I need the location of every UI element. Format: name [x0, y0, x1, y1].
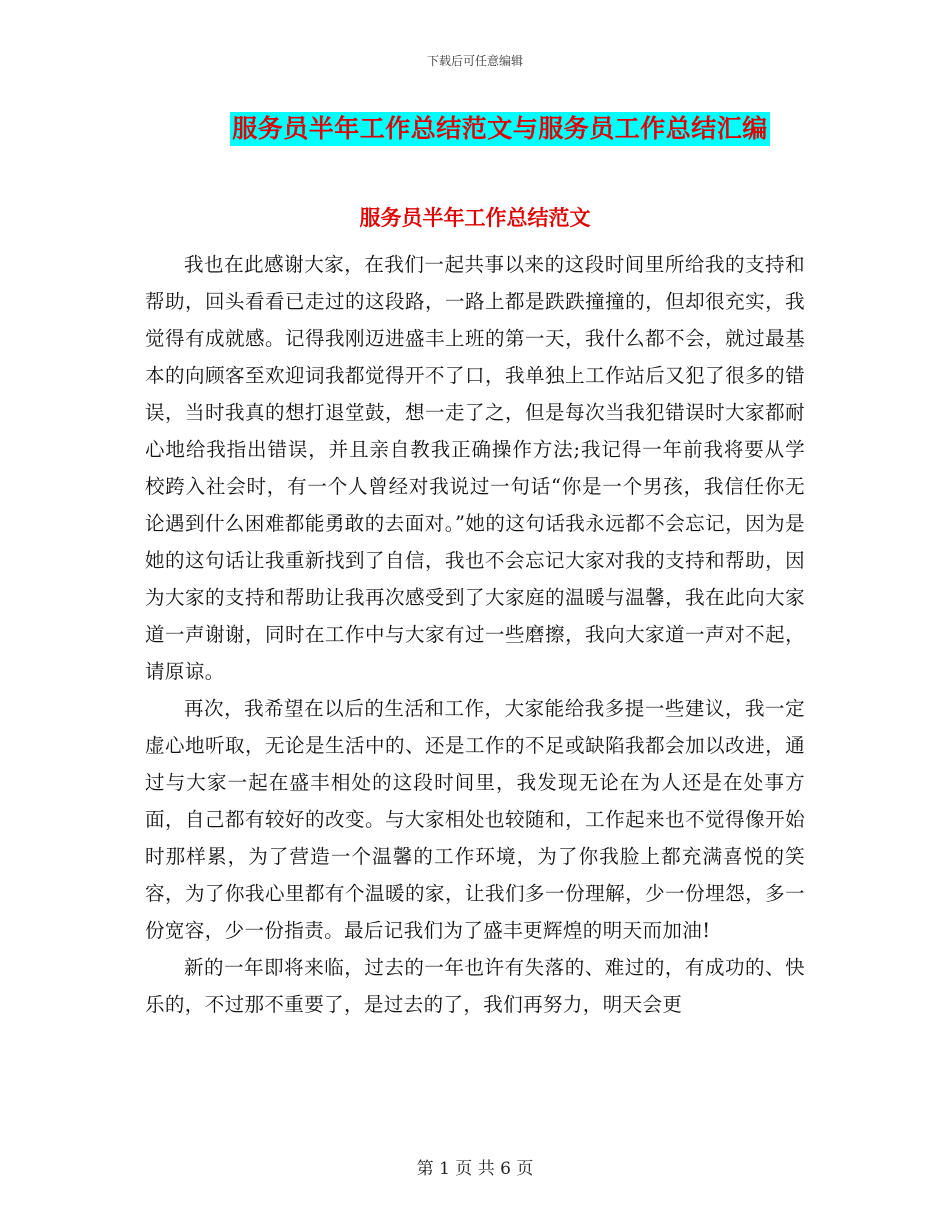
- header-note: 下载后可任意编辑: [426, 54, 523, 68]
- page-number: 第 1 页 共 6 页: [416, 1159, 534, 1179]
- document-title: 服务员半年工作总结范文与服务员工作总结汇编: [230, 112, 770, 146]
- document-title-container: [0, 112, 950, 146]
- paragraph: 再次，我希望在以后的生活和工作，大家能给我多提一些建议，我一定虚心地听取，无论是生活中的、还是工作的不足或缺陷我都会加以改进，通过与大家一起在盛丰相处的这段时间里，我发现无论在为人还是在处事方面，自己都有较好的改变。与大家相处也较随和，工作起来也不觉得像开始时那样累，为了营造一个温馨的工作环境，为了你我脸上都充满喜悦的笑容，为了你我心里都有个温暖的家，让我们多一份理解，少一份埋怨，多一份宽容，少一份指责。最后记我们为了盛丰更辉煌的明天而加油!: [145, 697, 805, 942]
- document-body: [145, 246, 805, 1023]
- section-title: 服务员半年工作总结范文: [359, 206, 591, 230]
- paragraph: 我也在此感谢大家，在我们一起共事以来的这段时间里所给我的支持和帮助，回头看看已走过的这段路，一路上都是跌跌撞撞的，但却很充实，我觉得有成就感。记得我刚迈进盛丰上班的第一天，我什么都不会，就过最基本的向顾客至欢迎词我都觉得开不了口，我单独上工作站后又犯了很多的错误，当时我真的想打退堂鼓，想一走了之，但是每次当我犯错误时大家都耐心地给我指出错误，并且亲自教我正确操作方法;我记得一年前我将要从学校跨入社会时，有一个人曾经对我说过一句话“你是一个男孩，我信任你无论遇到什么困难都能勇敢的去面对。”她的这句话我永远都不会忘记，因为是她的这句话让我重新找到了自信，我也不会忘记大家对我的支持和帮助，因为大家的支持和帮助让我再次感受到了大家庭的温暖与温馨，我在此向大家道一声谢谢，同时在工作中与大家有过一些磨擦，我向大家道一声对不起，请原谅。: [145, 253, 805, 683]
- paragraph: 新的一年即将来临，过去的一年也许有失落的、难过的，有成功的、快乐的，不过那不重要了，是过去的了，我们再努力，明天会更: [145, 956, 805, 1016]
